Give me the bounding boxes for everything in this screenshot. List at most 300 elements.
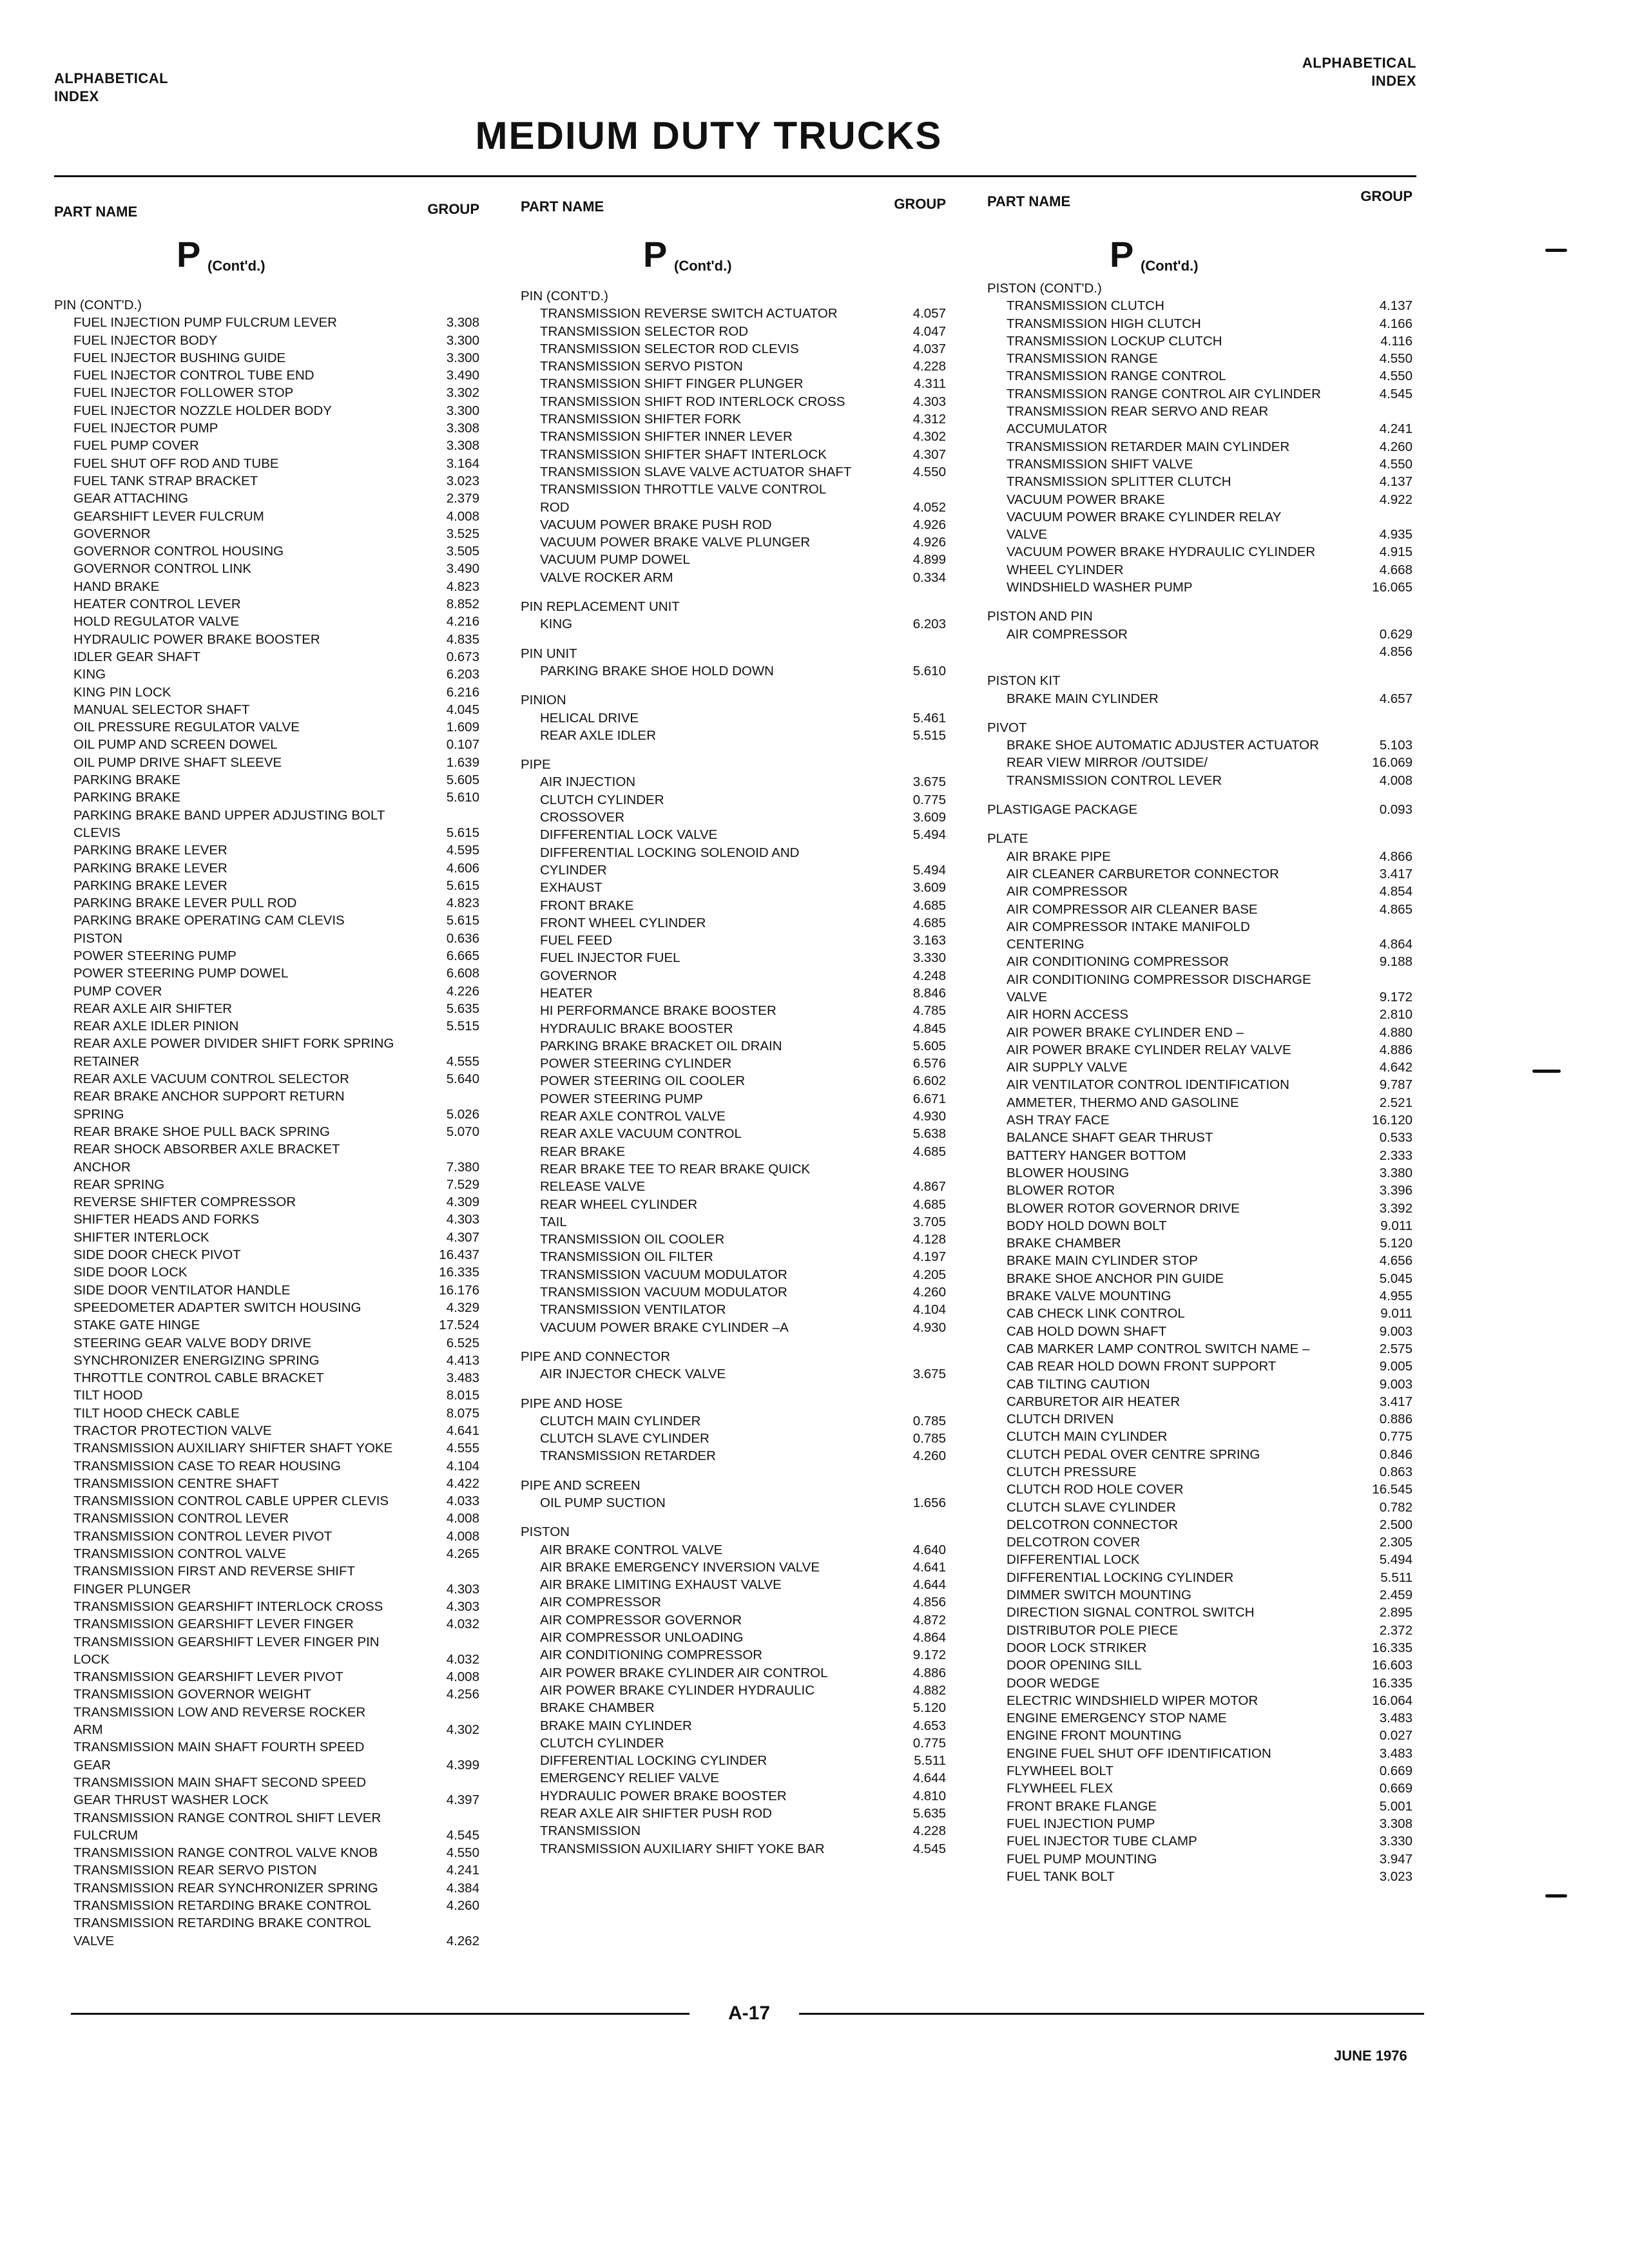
group-code: 5.494 [912, 827, 946, 843]
column-header [987, 188, 1412, 222]
group-code: 16.069 [1372, 755, 1412, 771]
part-name: HELICAL DRIVE [540, 710, 639, 726]
group-code: 5.610 [446, 790, 479, 805]
index-column-1 [54, 196, 479, 1950]
group-code: 4.668 [1379, 562, 1412, 577]
part-name: AIR VENTILATOR CONTROL IDENTIFICATION [1007, 1077, 1289, 1093]
index-entry [521, 516, 946, 533]
part-name: TRANSMISSION CONTROL LEVER [73, 1511, 289, 1526]
group-code: 5.635 [912, 1806, 946, 1821]
index-group [521, 756, 946, 1336]
group-code: 16.176 [439, 1282, 479, 1298]
group-code: 3.300 [446, 332, 479, 348]
part-name-header: PART NAME [987, 193, 1071, 209]
group-code: 1.639 [446, 754, 479, 770]
index-entry [987, 1200, 1412, 1217]
index-entry [54, 613, 479, 630]
part-name: THROTTLE CONTROL CABLE BRACKET [73, 1370, 324, 1386]
index-entry [987, 1850, 1412, 1868]
index-entry [987, 1569, 1412, 1586]
index-entry [521, 481, 946, 516]
part-name: KING PIN LOCK [73, 684, 171, 700]
index-entry [987, 1006, 1412, 1023]
part-name: FUEL TANK BOLT [1007, 1869, 1115, 1884]
group-code: 9.003 [1379, 1376, 1412, 1392]
group-code: 3.609 [912, 880, 946, 896]
index-entry [54, 472, 479, 490]
part-name: TRACTOR PROTECTION VALVE [73, 1423, 272, 1438]
group-code: 9.011 [1380, 1218, 1412, 1233]
index-group [521, 1395, 946, 1465]
index-entry [987, 1868, 1412, 1885]
group-code: 5.610 [912, 663, 946, 678]
part-name: ENGINE EMERGENCY STOP NAME [1007, 1711, 1227, 1726]
group-code: 3.675 [912, 1367, 946, 1382]
part-name: TRANSMISSION HIGH CLUTCH [1007, 316, 1201, 331]
part-name: BODY HOLD DOWN BOLT [1007, 1218, 1167, 1233]
part-name: TRANSMISSION LOW AND REVERSE ROCKER ARM [73, 1704, 366, 1738]
part-name: TRANSMISSION RANGE [1007, 351, 1158, 367]
group-code: 3.505 [446, 544, 479, 559]
group-code: 4.303 [446, 1599, 479, 1614]
part-name: IDLER GEAR SHAFT [73, 649, 201, 664]
group-heading-text: PIN REPLACEMENT UNIT [521, 599, 680, 615]
corner-right-line2: INDEX [1371, 73, 1416, 89]
part-name: AIR BRAKE LIMITING EXHAUST VALVE [540, 1577, 782, 1593]
part-name: CLUTCH ROD HOLE COVER [1007, 1482, 1184, 1497]
group-code: 0.636 [446, 930, 479, 946]
part-name: GOVERNOR [540, 968, 617, 983]
group-heading-text: PLATE [987, 831, 1028, 847]
part-name: TRANSMISSION CONTROL LEVER [1007, 773, 1222, 788]
group-code: 4.641 [912, 1559, 946, 1575]
index-entries [987, 280, 1412, 1885]
part-name: REAR AXLE IDLER [540, 727, 657, 743]
group-code: 5.638 [912, 1126, 946, 1142]
part-name: SPEEDOMETER ADAPTER SWITCH HOUSING [73, 1300, 361, 1315]
part-name: ASH TRAY FACE [1007, 1113, 1110, 1128]
part-name: AIR POWER BRAKE CYLINDER AIR CONTROL [540, 1665, 828, 1680]
index-entry [54, 701, 479, 718]
group-code: 4.642 [1379, 1060, 1412, 1075]
index-entry [54, 1562, 479, 1598]
part-name: AIR CLEANER CARBURETOR CONNECTOR [1007, 866, 1279, 881]
part-name: TRANSMISSION CONTROL LEVER PIVOT [73, 1528, 333, 1544]
group-code: 16.335 [439, 1265, 479, 1280]
part-name: FUEL INJECTION PUMP [1007, 1816, 1155, 1831]
index-entry [987, 1410, 1412, 1428]
group-heading [521, 691, 946, 709]
part-name: TRANSMISSION GOVERNOR WEIGHT [73, 1687, 312, 1702]
part-name: TRANSMISSION GEARSHIFT INTERLOCK CROSS [73, 1599, 383, 1614]
group-code: 5.045 [1379, 1271, 1412, 1286]
group-code: 4.555 [446, 1053, 479, 1069]
group-code: 0.785 [912, 1413, 946, 1428]
index-group [987, 830, 1412, 1885]
index-entry [54, 684, 479, 701]
index-entry [521, 533, 946, 551]
group-code: 6.665 [446, 948, 479, 963]
part-name: TRANSMISSION MAIN SHAFT SECOND SPEED GEAR THRUST WASHER LOCK [73, 1774, 367, 1808]
index-entry [521, 949, 946, 966]
part-name: FUEL INJECTOR FOLLOWER STOP [73, 385, 294, 401]
index-entry [987, 1745, 1412, 1762]
group-code: 4.606 [446, 860, 479, 876]
index-entry [54, 1299, 479, 1316]
index-entry [987, 1499, 1412, 1516]
part-name: GOVERNOR CONTROL HOUSING [73, 544, 284, 559]
footer-date: JUNE 1976 [1334, 2048, 1407, 2064]
group-code: 9.188 [1379, 954, 1412, 970]
index-entry [54, 595, 479, 613]
group-code: 4.303 [912, 394, 946, 409]
part-name: PARKING BRAKE LEVER PULL ROD [73, 896, 297, 911]
index-entry [987, 1832, 1412, 1850]
index-entry [54, 666, 479, 683]
index-entry [521, 1319, 946, 1336]
part-name: TRANSMISSION RETARDER [540, 1448, 716, 1464]
group-code: 4.205 [912, 1267, 946, 1282]
part-name: BRAKE MAIN CYLINDER STOP [1007, 1253, 1198, 1269]
group-code: 17.524 [439, 1318, 479, 1333]
part-name: GOVERNOR [73, 526, 151, 541]
group-code: 4.550 [446, 1845, 479, 1861]
group-heading [521, 1477, 946, 1494]
part-name: REAR AXLE CONTROL VALVE [540, 1109, 726, 1124]
part-name: DISTRIBUTOR POLE PIECE [1007, 1622, 1179, 1638]
part-name: POWER STEERING PUMP DOWEL [73, 966, 289, 981]
part-name: ENGINE FUEL SHUT OFF IDENTIFICATION [1007, 1745, 1271, 1761]
group-code: 9.172 [912, 1648, 946, 1663]
group-code: 3.308 [1379, 1816, 1412, 1831]
index-entry [54, 1229, 479, 1246]
group-heading-text: PIN (CONT'D.) [54, 298, 142, 312]
group-code: 5.515 [446, 1019, 479, 1034]
group-heading-text: PIPE AND CONNECTOR [521, 1349, 670, 1364]
section-continued: (Cont'd.) [1141, 258, 1199, 274]
group-code: 4.241 [1379, 421, 1412, 437]
index-entry [54, 455, 479, 472]
part-name: BLOWER ROTOR [1007, 1183, 1115, 1198]
group-code: 0.093 [1379, 802, 1412, 818]
index-group [521, 691, 946, 744]
group-code: 2.459 [1379, 1588, 1412, 1603]
part-name: REAR AXLE AIR SHIFTER [73, 1001, 233, 1016]
index-entry [521, 1037, 946, 1055]
group-code: 16.437 [439, 1247, 479, 1263]
group-code: 4.008 [446, 1511, 479, 1526]
part-name: SHIFTER HEADS AND FORKS [73, 1212, 260, 1227]
index-entry [54, 754, 479, 771]
index-entry [521, 1213, 946, 1231]
index-entry [521, 1717, 946, 1735]
group-code: 4.685 [912, 1144, 946, 1159]
part-name: TRANSMISSION VENTILATOR [540, 1302, 726, 1318]
part-name: REVERSE SHIFTER COMPRESSOR [73, 1195, 296, 1210]
part-name: TRANSMISSION RANGE CONTROL [1007, 369, 1226, 384]
index-entry [987, 865, 1412, 883]
part-name: REAR VIEW MIRROR /OUTSIDE/ [1007, 755, 1208, 771]
index-entry [54, 437, 479, 454]
index-entry [521, 791, 946, 809]
group-code: 3.947 [1379, 1851, 1412, 1867]
index-entry [987, 1709, 1412, 1727]
group-code: 8.852 [446, 597, 479, 612]
index-entry [54, 1123, 479, 1140]
part-name: PARKING BRAKE [73, 773, 180, 788]
group-heading [987, 830, 1412, 847]
part-name: CLUTCH PEDAL OVER CENTRE SPRING [1007, 1446, 1260, 1462]
group-code: 4.641 [446, 1423, 479, 1438]
part-name: BALANCE SHAFT GEAR THRUST [1007, 1130, 1213, 1146]
index-entry [987, 1446, 1412, 1463]
index-entry [521, 1072, 946, 1090]
group-code: 4.226 [446, 983, 479, 999]
group-code: 5.605 [912, 1038, 946, 1053]
group-code: 4.216 [446, 614, 479, 629]
index-entry [521, 879, 946, 896]
group-code: 0.775 [912, 1735, 946, 1751]
part-name: CLUTCH PRESSURE [1007, 1465, 1137, 1479]
part-name: FUEL FEED [540, 933, 613, 948]
group-heading [521, 645, 946, 662]
group-code: 4.265 [446, 1546, 479, 1562]
index-entry [987, 1657, 1412, 1674]
group-code: 4.955 [1379, 1289, 1412, 1304]
group-code: 5.120 [912, 1700, 946, 1716]
group-code: 4.864 [1379, 937, 1412, 952]
column-header [54, 196, 479, 222]
index-entry [987, 473, 1412, 490]
part-name: HEATER [540, 985, 593, 1001]
group-code: 4.545 [912, 1841, 946, 1856]
title-rule [54, 175, 1416, 177]
index-entry [987, 971, 1412, 1006]
part-name: DELCOTRON COVER [1007, 1535, 1141, 1550]
index-entry [987, 1815, 1412, 1832]
part-name: OIL PUMP AND SCREEN DOWEL [73, 737, 278, 753]
group-code: 3.483 [1379, 1711, 1412, 1726]
part-name: AIR BRAKE PIPE [1007, 849, 1111, 864]
index-entry [521, 826, 946, 843]
group-code: 6.671 [912, 1091, 946, 1106]
index-entry [54, 1598, 479, 1615]
group-code: 3.392 [1379, 1200, 1412, 1216]
part-name: FUEL INJECTOR TUBE CLAMP [1007, 1834, 1197, 1849]
group-code: 0.863 [1379, 1465, 1412, 1479]
index-group [521, 287, 946, 586]
part-name: HYDRAULIC BRAKE BOOSTER [540, 1021, 733, 1036]
index-entry [521, 727, 946, 744]
part-name: OIL PUMP DRIVE SHAFT SLEEVE [73, 754, 282, 770]
group-code: 0.775 [1379, 1429, 1412, 1445]
index-entry [54, 349, 479, 367]
part-name: GOVERNOR CONTROL LINK [73, 561, 252, 577]
part-name: WHEEL CYLINDER [1007, 562, 1124, 577]
group-code: 5.494 [912, 862, 946, 878]
group-code: 16.335 [1372, 1675, 1412, 1691]
index-group [987, 280, 1412, 596]
part-name: AIR COMPRESSOR [1007, 884, 1128, 899]
group-code: 4.104 [446, 1458, 479, 1474]
part-name: FUEL PUMP COVER [73, 438, 199, 454]
group-code: 4.309 [446, 1195, 479, 1210]
index-entry [521, 340, 946, 358]
part-name: TRANSMISSION AUXILIARY SHIFTER SHAFT YOKE [73, 1441, 393, 1456]
part-name: TRANSMISSION [540, 1823, 641, 1839]
index-entry [54, 1352, 479, 1369]
part-name: VACUUM POWER BRAKE HYDRAULIC CYLINDER [1007, 544, 1316, 560]
group-code: 5.026 [446, 1106, 479, 1122]
part-name: TRANSMISSION SHIFTER INNER LEVER [540, 429, 793, 445]
corner-right-line1: ALPHABETICAL [1302, 55, 1416, 71]
group-code: 5.120 [1379, 1236, 1412, 1251]
group-code: 6.216 [446, 684, 479, 700]
index-entry [521, 1769, 946, 1787]
index-entry [54, 1668, 479, 1686]
index-entry [987, 1059, 1412, 1076]
group-heading-text: PISTON AND PIN [987, 609, 1093, 624]
index-entry [987, 297, 1412, 314]
part-name: BRAKE SHOE AUTOMATIC ADJUSTER ACTUATOR [1007, 738, 1319, 753]
part-name: BRAKE CHAMBER [1007, 1236, 1121, 1251]
part-name: CAB TILTING CAUTION [1007, 1376, 1150, 1392]
group-code: 4.685 [912, 915, 946, 930]
index-entry [987, 1340, 1412, 1358]
group-code: 4.685 [912, 898, 946, 913]
index-entry [54, 1615, 479, 1633]
group-code: 6.525 [446, 1335, 479, 1350]
group-heading-text: PIPE [521, 757, 551, 773]
index-entry [54, 543, 479, 560]
part-name: FUEL PUMP MOUNTING [1007, 1851, 1157, 1867]
group-code: 4.008 [446, 1528, 479, 1544]
index-entry [521, 323, 946, 340]
index-entry [521, 844, 946, 879]
index-entry [987, 1129, 1412, 1146]
group-code: 0.886 [1379, 1412, 1412, 1427]
group-code: 4.312 [912, 412, 946, 427]
index-entry [521, 1143, 946, 1160]
index-entry [521, 1593, 946, 1611]
index-entry [54, 1844, 479, 1861]
group-code: 2.372 [1379, 1622, 1412, 1638]
part-name: TRANSMISSION RETARDER MAIN CYLINDER [1007, 439, 1290, 454]
part-name: TRANSMISSION SHIFTER SHAFT INTERLOCK [540, 447, 827, 462]
index-entry [521, 1412, 946, 1430]
group-code: 4.545 [1379, 386, 1412, 401]
index-entry [521, 1266, 946, 1283]
part-name: VACUUM POWER BRAKE VALVE PLUNGER [540, 535, 811, 550]
group-heading-text: PIPE AND SCREEN [521, 1477, 641, 1493]
group-code: 9.003 [1379, 1323, 1412, 1339]
part-name: HYDRAULIC POWER BRAKE BOOSTER [73, 631, 320, 647]
group-header: GROUP [427, 201, 479, 217]
group-heading-text: PISTON (CONT'D.) [987, 281, 1102, 296]
index-entry [54, 490, 479, 507]
group-code: 4.545 [446, 1827, 479, 1843]
group-code: 4.555 [446, 1441, 479, 1456]
index-entry [54, 1316, 479, 1334]
index-group [521, 1523, 946, 1858]
index-entry [54, 1264, 479, 1281]
index-entry [54, 1387, 479, 1404]
index-entry [54, 384, 479, 401]
index-entry [54, 508, 479, 525]
part-name: DELCOTRON CONNECTOR [1007, 1517, 1179, 1532]
part-name: POWER STEERING PUMP [73, 948, 236, 963]
index-entry [987, 1041, 1412, 1059]
index-entry [521, 1365, 946, 1383]
index-entry [987, 1323, 1412, 1340]
part-name: TRANSMISSION SELECTOR ROD [540, 323, 749, 339]
corner-label-left [54, 70, 168, 106]
group-code: 4.302 [446, 1722, 479, 1738]
index-entry [521, 375, 946, 392]
index-entry [987, 1252, 1412, 1269]
group-code: 4.137 [1379, 298, 1412, 314]
index-entry [987, 1533, 1412, 1551]
group-code: 4.845 [912, 1021, 946, 1036]
letter-heading [987, 226, 1412, 296]
index-entry [987, 1551, 1412, 1568]
part-name: FUEL SHUT OFF ROD AND TUBE [73, 456, 279, 471]
group-code: 16.545 [1372, 1482, 1412, 1497]
group-header: GROUP [1360, 188, 1412, 204]
group-code: 16.120 [1372, 1113, 1412, 1128]
index-entries [521, 287, 946, 1858]
part-name: TRANSMISSION SHIFT ROD INTERLOCK CROSS [540, 394, 845, 409]
index-entry [54, 314, 479, 331]
group-code: 3.396 [1379, 1183, 1412, 1198]
index-entry [987, 543, 1412, 561]
index-entry [521, 1664, 946, 1682]
group-code: 4.228 [912, 1823, 946, 1839]
part-name: TRANSMISSION GEARSHIFT LEVER FINGER [73, 1617, 354, 1632]
group-code: 4.260 [446, 1898, 479, 1914]
group-code: 8.846 [912, 985, 946, 1001]
group-heading-text: PIPE AND HOSE [521, 1396, 623, 1411]
index-entry [987, 1305, 1412, 1322]
part-name: FUEL TANK STRAP BRACKET [73, 473, 258, 488]
index-entry [987, 1604, 1412, 1621]
index-entry [54, 841, 479, 859]
group-code: 2.810 [1379, 1007, 1412, 1023]
part-name: TRANSMISSION CENTRE SHAFT [73, 1475, 279, 1491]
index-entry [54, 1088, 479, 1123]
group-code: 4.303 [446, 1212, 479, 1227]
group-code: 5.511 [1380, 1570, 1412, 1585]
index-entry [54, 1140, 479, 1176]
index-entry [54, 930, 479, 947]
group-code: 4.550 [1379, 351, 1412, 367]
part-name: KING [73, 667, 106, 682]
group-code: 4.311 [914, 376, 946, 392]
index-entry [54, 1457, 479, 1475]
group-code: 5.001 [1379, 1798, 1412, 1814]
part-name: AIR COMPRESSOR GOVERNOR [540, 1612, 742, 1628]
part-name: HEATER CONTROL LEVER [73, 597, 241, 612]
group-code: 4.640 [912, 1542, 946, 1557]
group-code: 4.880 [1379, 1024, 1412, 1040]
group-code: 4.922 [1379, 492, 1412, 507]
group-code: 4.260 [912, 1285, 946, 1300]
group-code: 5.635 [446, 1001, 479, 1016]
index-entries [54, 296, 479, 1950]
part-name: FUEL INJECTION PUMP FULCRUM LEVER [73, 315, 337, 331]
index-entry [987, 367, 1412, 385]
index-entry [54, 1193, 479, 1211]
